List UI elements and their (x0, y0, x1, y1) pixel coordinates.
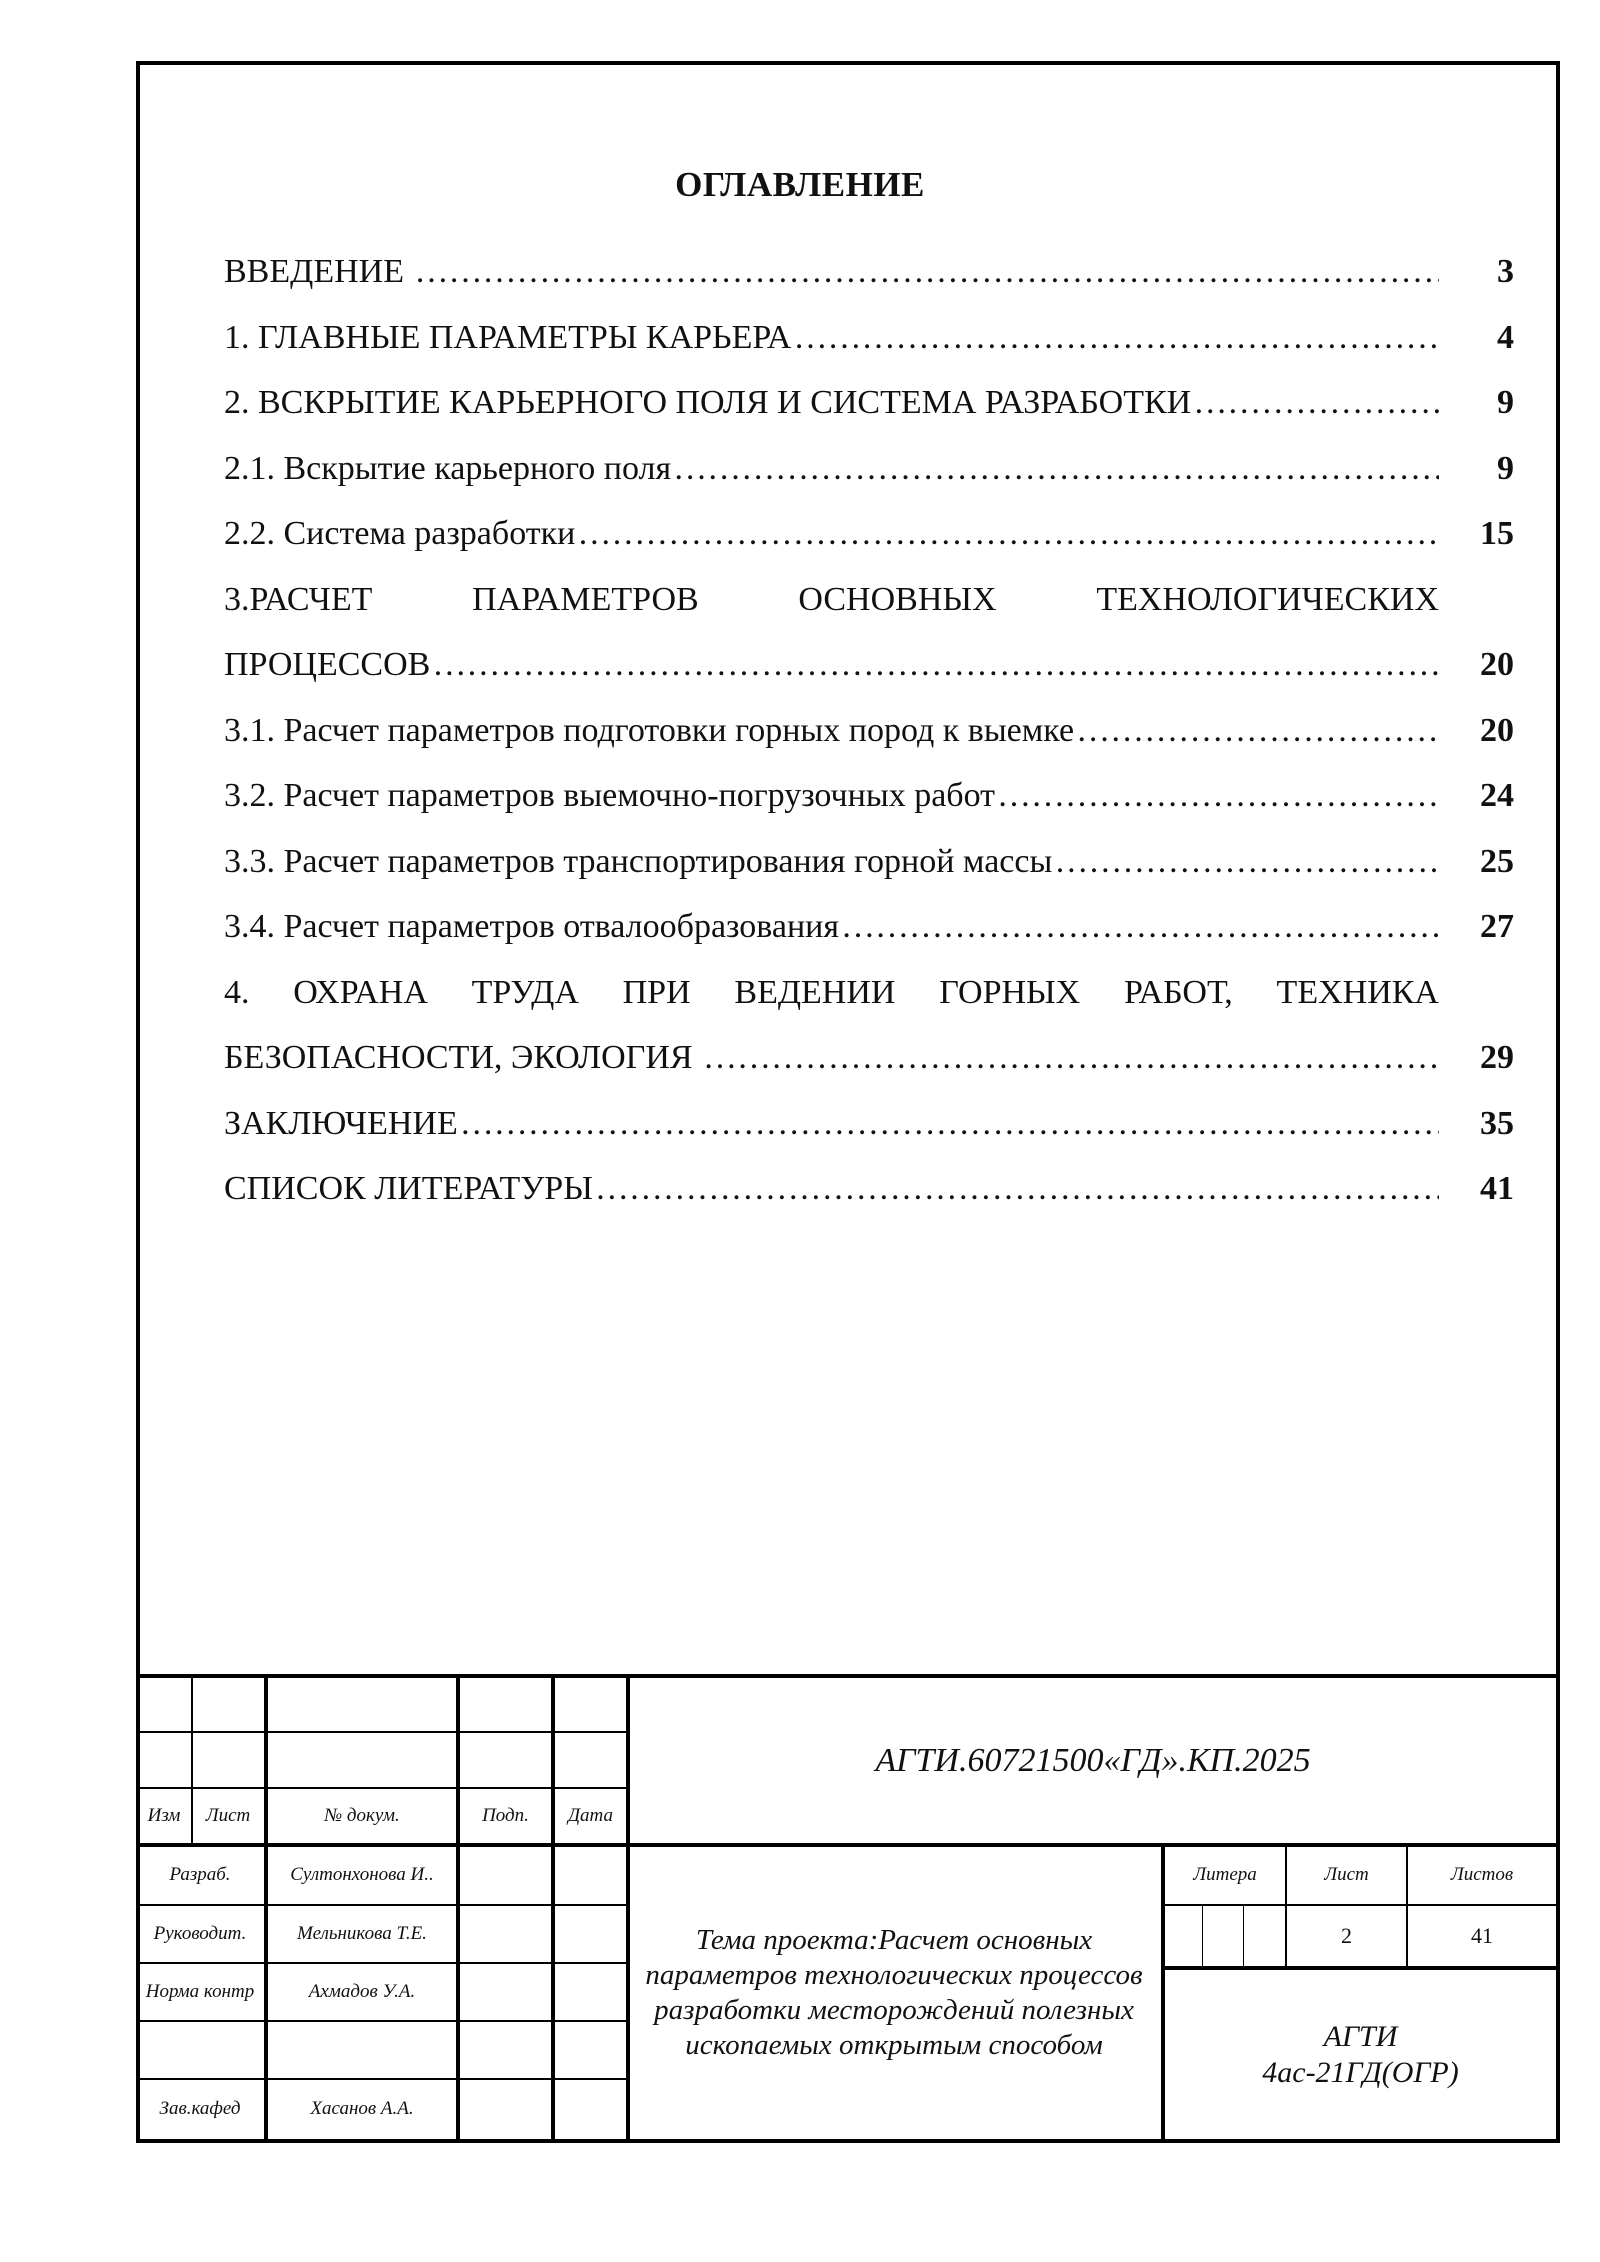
divider (551, 1674, 555, 2143)
toc-entry-label: 3.4. Расчет параметров отвалообразования (224, 908, 839, 945)
toc-entry-page: 35 (1480, 1104, 1514, 1142)
toc-entry[interactable] (224, 966, 1514, 1032)
toc-title: ОГЛАВЛЕНИЕ (675, 165, 925, 204)
toc-entry[interactable] (224, 835, 1514, 901)
toc-entry-label: 3.РАСЧЕТ ПАРАМЕТРОВ ОСНОВНЫХ ТЕХНОЛОГИЧЕСКИХ (224, 580, 1439, 618)
toc-entry-label: 2.2. Система разработки (224, 515, 576, 552)
role-head-dept: Зав.кафед (159, 2098, 241, 2120)
title-block (136, 1674, 1560, 2143)
document-code: АГТИ.60721500«ГД».КП.2025 (875, 1741, 1311, 1779)
toc-entry-label: СПИСОК ЛИТЕРАТУРЫ (224, 1170, 593, 1207)
role-developer: Разраб. (169, 1864, 231, 1886)
header-doc-no: № докум. (324, 1805, 400, 1827)
toc-entry-label: 3.2. Расчет параметров выемочно-погрузочных работ (224, 777, 995, 814)
divider (136, 2139, 1560, 2143)
divider (1556, 1674, 1560, 2143)
toc-entry[interactable] (224, 769, 1514, 835)
role-supervisor: Руководит. (153, 1922, 247, 1944)
header-list: Лист (205, 1805, 251, 1827)
toc-entry[interactable] (224, 507, 1514, 573)
name-head-dept: Хасанов А.А. (310, 2098, 414, 2120)
toc-entry-page: 20 (1480, 646, 1514, 683)
toc-entry-label: БЕЗОПАСНОСТИ, ЭКОЛОГИЯ (224, 1039, 702, 1076)
organization: АГТИ (1323, 2019, 1398, 2053)
toc-entry-label: ЗАКЛЮЧЕНИЕ (224, 1104, 458, 1142)
toc-entry-page: 15 (1480, 515, 1514, 552)
divider (1202, 1905, 1203, 1967)
toc-entry[interactable] (224, 376, 1514, 442)
header-sign: Подп. (482, 1805, 529, 1827)
header-date: Дата (567, 1805, 614, 1827)
toc-entry[interactable] (224, 1162, 1514, 1228)
toc-entry-label: 3.3. Расчет параметров транспортирования горной массы (224, 842, 1053, 880)
role-norm-control: Норма контр (145, 1980, 255, 2002)
toc-entry-label: 3.1. Расчет параметров подготовки горных пород к выемке (224, 711, 1075, 749)
toc-entry[interactable] (224, 1031, 1514, 1097)
toc-entry[interactable] (224, 900, 1514, 966)
toc-entry-label: 4. ОХРАНА ТРУДА ПРИ ВЕДЕНИИ ГОРНЫХ РАБОТ, ТЕХНИКА (224, 973, 1439, 1011)
divider (1243, 1905, 1244, 1967)
sheets-label: Листов (1450, 1864, 1514, 1886)
toc-entry-page: 9 (1497, 449, 1514, 487)
toc-entry-label: 2.1. Вскрытие карьерного поля (224, 449, 672, 487)
toc-entry[interactable] (224, 573, 1514, 639)
project-topic: Тема проекта:Расчет основных параметров технологических процессов разработки месторождений полезных ископаемых открытым способом (645, 1924, 1143, 2061)
toc-entry-page: 41 (1480, 1170, 1514, 1207)
divider (136, 2020, 629, 2022)
name-norm-control: Ахмадов У.А. (308, 1980, 416, 2002)
header-izm: Изм (147, 1805, 181, 1827)
toc-entry[interactable] (224, 704, 1514, 770)
toc-entry-label: ВВЕДЕНИЕ (224, 253, 413, 290)
toc-entry-page: 20 (1480, 711, 1514, 749)
sheets-total: 41 (1471, 1922, 1493, 1948)
table-of-contents (224, 245, 1514, 1228)
divider (136, 1731, 629, 1733)
toc-entry-page: 9 (1497, 384, 1514, 421)
organization-block (1165, 1970, 1556, 2139)
toc-entry[interactable] (224, 1097, 1514, 1163)
toc-entry-page: 4 (1497, 318, 1514, 356)
toc-entry-page: 25 (1480, 842, 1514, 880)
name-developer: Султонхонова И.. (290, 1864, 434, 1886)
toc-entry[interactable] (224, 311, 1514, 377)
toc-entry[interactable] (224, 442, 1514, 508)
sheet-number: 2 (1341, 1922, 1352, 1948)
toc-entry[interactable] (224, 638, 1514, 704)
sheet-label: Лист (1324, 1864, 1369, 1886)
divider (456, 1674, 460, 2143)
toc-entry-label: 1. ГЛАВНЫЕ ПАРАМЕТРЫ КАРЬЕРА (224, 318, 792, 356)
group: 4ас-21ГД(ОГР) (1262, 2055, 1459, 2089)
toc-entry-page: 27 (1480, 908, 1514, 945)
toc-entry[interactable] (224, 245, 1514, 311)
toc-entry-page: 24 (1480, 777, 1514, 814)
toc-entry-label: 2. ВСКРЫТИЕ КАРЬЕРНОГО ПОЛЯ И СИСТЕМА РАЗРАБОТКИ (224, 384, 1192, 421)
toc-entry-page: 29 (1480, 1039, 1514, 1076)
litera-label: Литера (1193, 1864, 1257, 1886)
toc-entry-label: ПРОЦЕССОВ (224, 646, 431, 683)
toc-entry-page: 3 (1497, 253, 1514, 290)
name-supervisor: Мельникова Т.Е. (297, 1922, 427, 1944)
